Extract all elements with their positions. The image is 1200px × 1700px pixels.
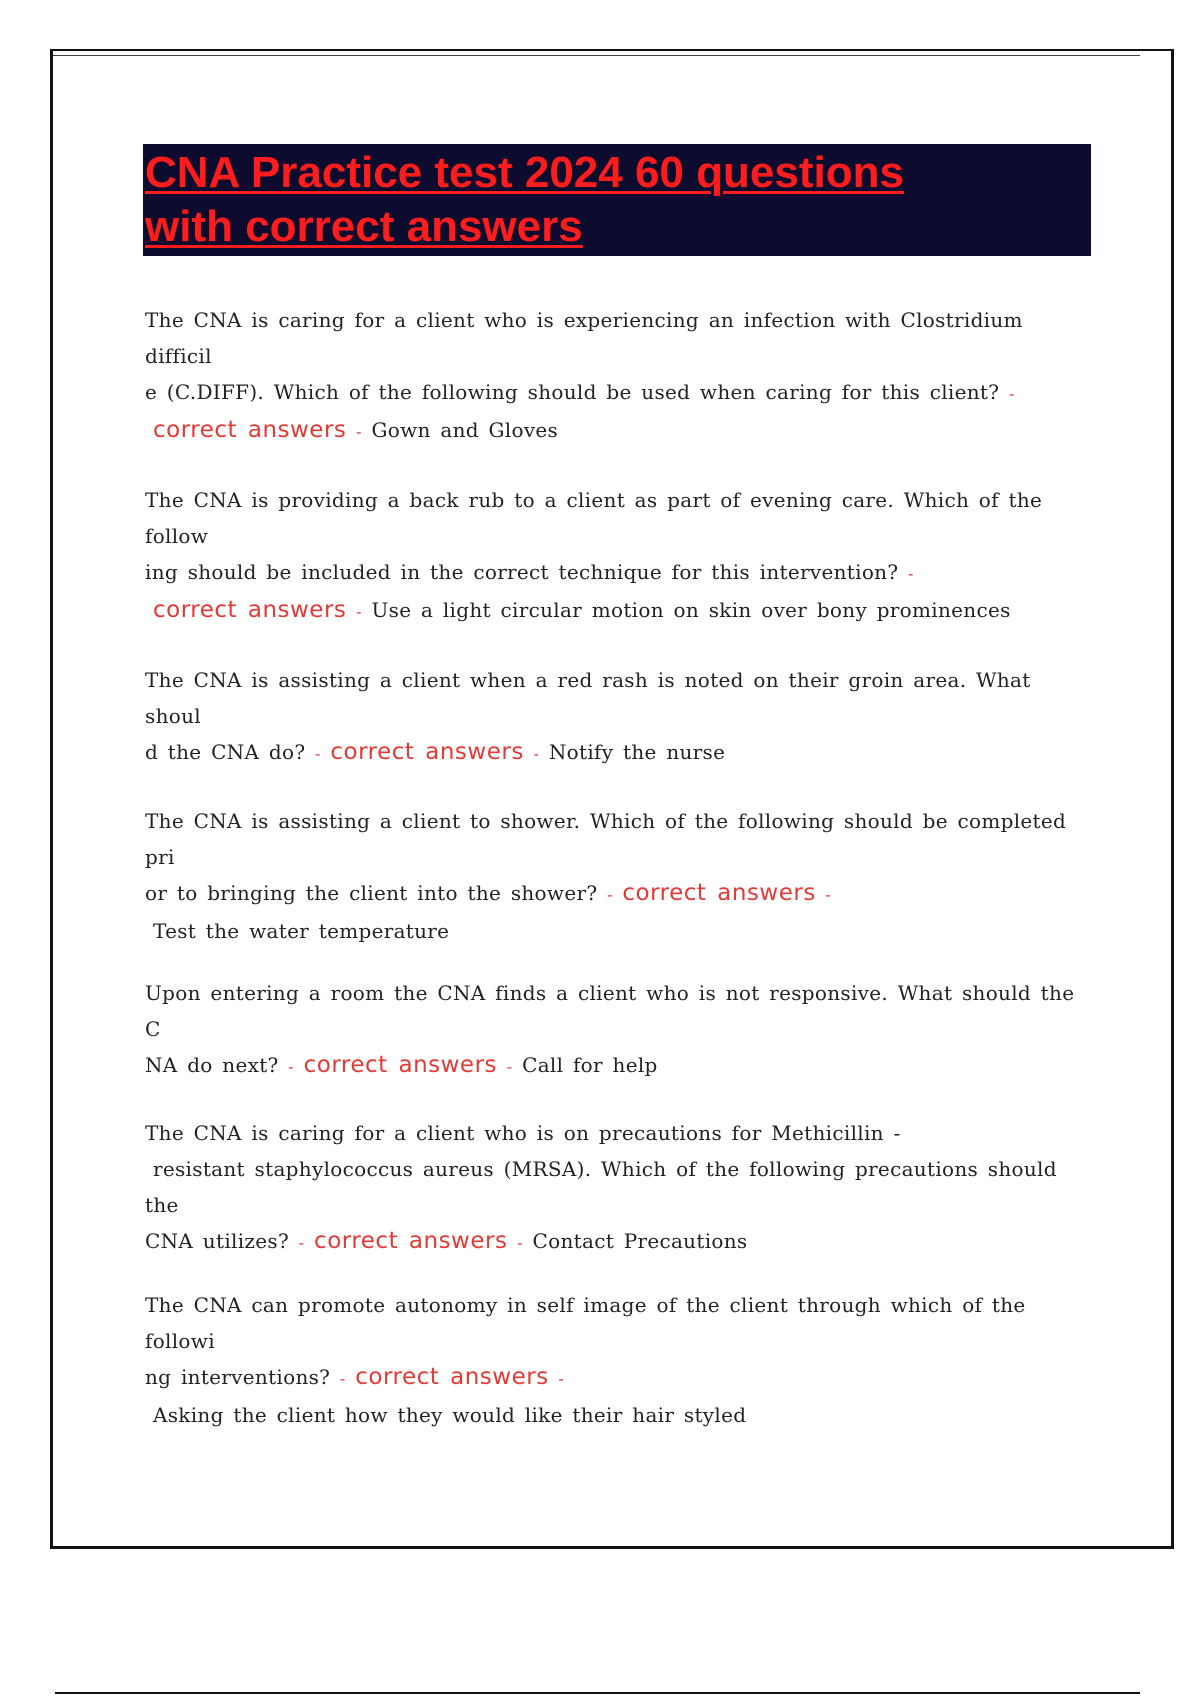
separator: -: [288, 1057, 294, 1076]
question-line: or to bringing the client into the shower?: [145, 881, 598, 905]
question-block-6: [145, 1115, 1095, 1261]
separator: -: [356, 422, 362, 441]
separator: -: [908, 564, 914, 583]
separator: -: [533, 744, 540, 763]
title-line-2: with correct answers: [145, 202, 583, 251]
question-block-7: [145, 1287, 1095, 1433]
correct-answers-label: correct answers: [153, 417, 347, 443]
question-line: resistant staphylococcus aureus (MRSA). Which of the following precautions should the: [145, 1157, 1057, 1217]
correct-answers-label: correct answers: [355, 1364, 549, 1390]
separator: -: [506, 1057, 513, 1076]
question-text: [145, 1287, 1095, 1433]
correct-answers-label: correct answers: [330, 739, 524, 765]
question-line: d the CNA do?: [145, 740, 306, 764]
correct-answers-label: correct answers: [303, 1052, 498, 1078]
question-text: [145, 662, 1095, 772]
question-line: The CNA is assisting a client to shower. Which of the following should be completed pri: [145, 809, 1067, 869]
question-block-2: [145, 482, 1095, 630]
answer-text: Test the water temperature: [153, 919, 450, 943]
question-text: [145, 482, 1095, 630]
question-line: The CNA is caring for a client who is on precautions for Methicillin -: [145, 1121, 901, 1145]
question-text: [145, 302, 1095, 450]
question-text: [145, 1115, 1095, 1261]
separator: -: [607, 885, 613, 904]
separator: -: [558, 1369, 565, 1388]
question-line: e (C.DIFF). Which of the following should be used when caring for this client?: [145, 380, 1000, 404]
question-block-1: [145, 302, 1095, 450]
answer-text: Asking the client how they would like their hair styled: [153, 1403, 747, 1427]
question-line: Upon entering a room the CNA finds a client who is not responsive. What should the C: [145, 981, 1075, 1041]
correct-answers-label: correct answers: [153, 597, 347, 623]
question-line: The CNA is assisting a client when a red rash is noted on their groin area. What shoul: [145, 668, 1031, 728]
separator: -: [1008, 384, 1015, 403]
separator: -: [298, 1233, 305, 1252]
question-line: ng interventions?: [145, 1365, 331, 1389]
question-text: [145, 975, 1095, 1085]
question-block-4: [145, 803, 1095, 949]
title-line-1: CNA Practice test 2024 60 questions: [145, 148, 904, 197]
answer-text: Use a light circular motion on skin over bony prominences: [371, 598, 1011, 622]
correct-answers-label: correct answers: [314, 1228, 508, 1254]
question-block-5: [145, 975, 1095, 1085]
separator: -: [339, 1369, 346, 1388]
answer-text: Gown and Gloves: [371, 418, 559, 442]
separator: -: [825, 885, 832, 904]
separator: -: [356, 602, 362, 621]
question-line: The CNA is providing a back rub to a client as part of evening care. Which of the follow: [145, 488, 1043, 548]
question-text: [145, 803, 1095, 949]
separator: -: [517, 1233, 523, 1252]
answer-text: Call for help: [522, 1053, 658, 1077]
answer-text: Contact Precautions: [532, 1229, 748, 1253]
answer-text: Notify the nurse: [548, 740, 726, 764]
question-line: ing should be included in the correct technique for this intervention?: [145, 560, 899, 584]
question-block-3: [145, 662, 1095, 772]
question-line: The CNA can promote autonomy in self image of the client through which of the followi: [145, 1293, 1026, 1353]
question-line: NA do next?: [145, 1053, 279, 1077]
document-title-banner: [143, 144, 1091, 256]
next-page-rule: [55, 1692, 1140, 1694]
correct-answers-label: correct answers: [622, 880, 816, 906]
question-line: The CNA is caring for a client who is experiencing an infection with Clostridium difficil: [145, 308, 1023, 368]
question-line: CNA utilizes?: [145, 1229, 289, 1253]
separator: -: [315, 744, 321, 763]
